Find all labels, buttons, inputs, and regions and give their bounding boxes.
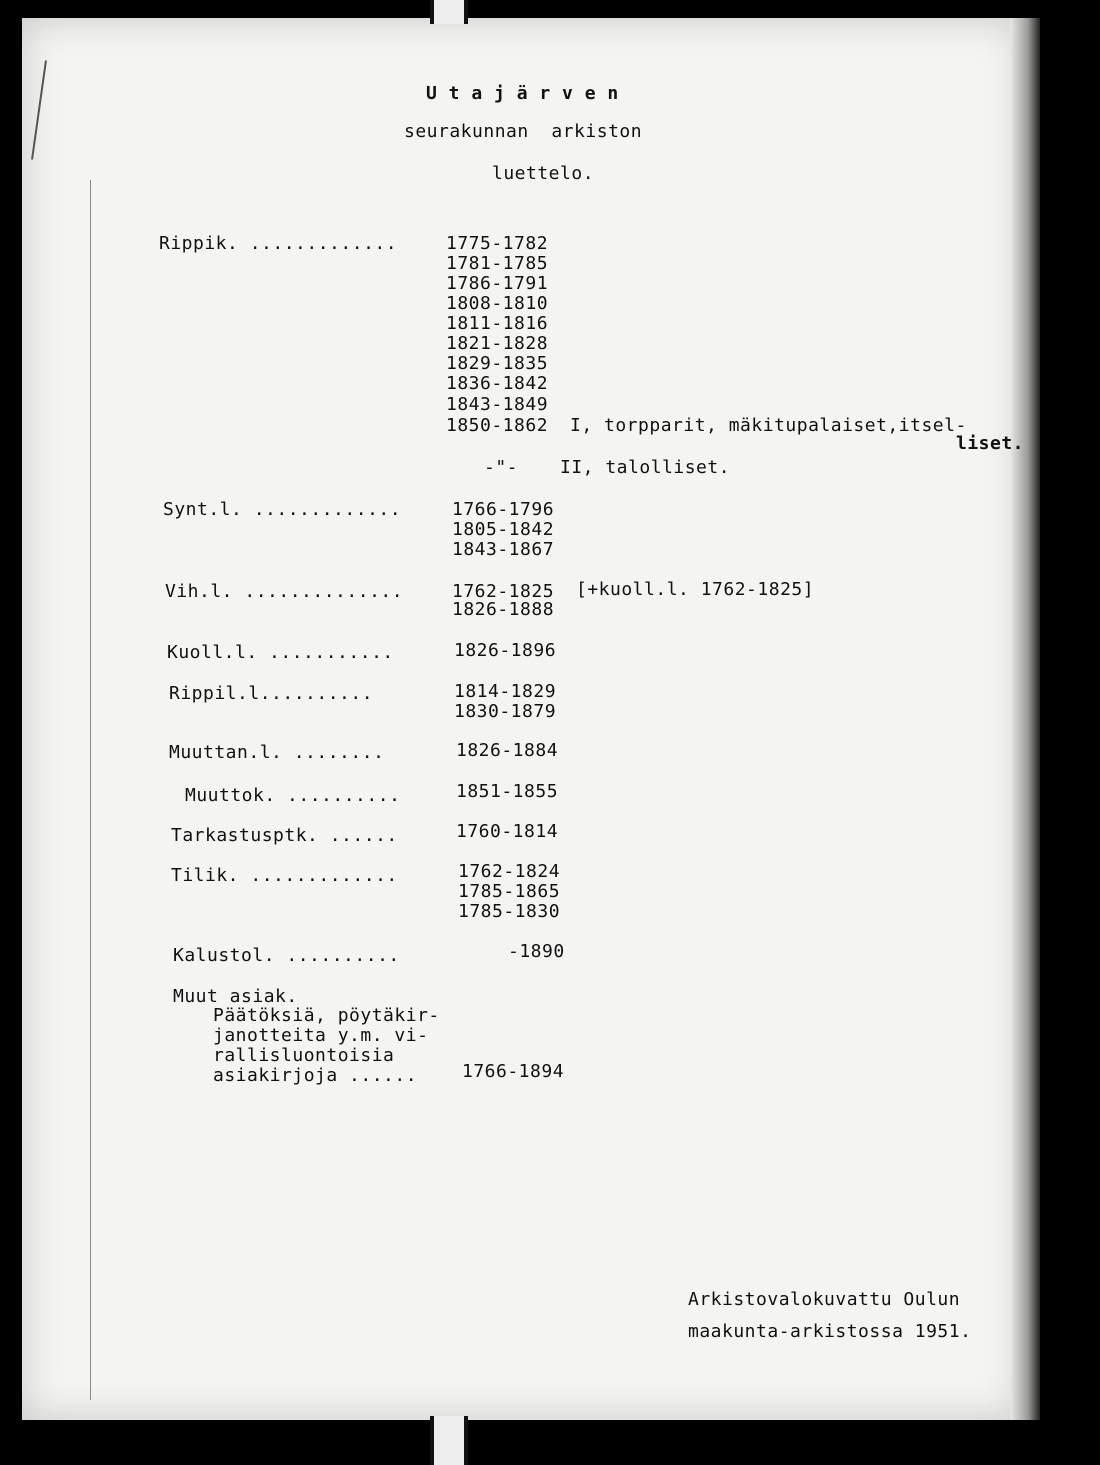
vih-note: [+kuoll.l. 1762-1825] — [576, 579, 815, 600]
year-range: 1766-1894 — [462, 1061, 565, 1082]
label-rippik: Rippik. ............. — [159, 233, 409, 254]
year-range: 1775-1782 — [446, 233, 549, 254]
binding-clip-bottom — [430, 1416, 468, 1465]
year-range: 1785-1865 — [458, 881, 561, 902]
label-rippil: Rippil.l.......... — [169, 683, 385, 704]
label-vih: Vih.l. .............. — [165, 581, 404, 602]
binding-clip-top — [430, 0, 468, 24]
year-range: 1826-1884 — [456, 740, 559, 761]
year-range: 1814-1829 — [454, 681, 557, 702]
scan-line — [90, 180, 91, 1400]
year-range: 1808-1810 — [446, 293, 549, 314]
title-line1: U t a j ä r v e n — [426, 83, 619, 104]
year-range: 1760-1814 — [456, 821, 559, 842]
year-range: 1843-1849 — [446, 394, 549, 415]
page-edge — [1010, 18, 1040, 1420]
year-range: 1781-1785 — [446, 253, 549, 274]
year-range: 1830-1879 — [454, 701, 557, 722]
muut-line: janotteita y.m. vi- — [213, 1025, 429, 1046]
rippik-note-2: II, talolliset. — [560, 457, 731, 478]
label-tilik: Tilik. ............. — [171, 865, 410, 886]
year-range: 1843-1867 — [452, 539, 555, 560]
year-range: -1890 — [508, 941, 565, 962]
muut-line: asiakirjoja ...... — [213, 1065, 418, 1086]
year-range: 1836-1842 — [446, 373, 549, 394]
label-kalustol: Kalustol. .......... — [173, 945, 400, 966]
title-line2: seurakunnan arkiston — [404, 121, 643, 142]
year-range: 1785-1830 — [458, 901, 561, 922]
year-range: 1851-1855 — [456, 781, 559, 802]
title-line3: luettelo. — [492, 163, 595, 184]
year-range: 1805-1842 — [452, 519, 555, 540]
year-range: 1826-1896 — [454, 640, 557, 661]
year-range: 1821-1828 — [446, 333, 549, 354]
rippik-note-1-cont: liset. — [956, 433, 1025, 454]
year-range: 1850-1862 — [446, 415, 549, 436]
year-range: 1786-1791 — [446, 273, 549, 294]
label-tarkastusptk: Tarkastusptk. ...... — [171, 825, 410, 846]
year-range: 1762-1824 — [458, 861, 561, 882]
muut-line: rallisluontoisia — [213, 1045, 395, 1066]
label-muut-asiak: Muut asiak. — [173, 986, 298, 1007]
muut-line: Päätöksiä, pöytäkir- — [213, 1005, 440, 1026]
ditto-mark: -"- — [484, 457, 519, 478]
label-muuttok: Muuttok. .......... — [185, 785, 412, 806]
year-range: 1766-1796 — [452, 499, 555, 520]
year-range: 1826-1888 — [452, 599, 555, 620]
year-range: 1811-1816 — [446, 313, 549, 334]
rippik-note-1: I, torpparit, mäkitupalaiset,itsel- — [570, 415, 967, 436]
label-muuttan: Muuttan.l. ........ — [169, 742, 396, 763]
archive-stamp-line1: Arkistovalokuvattu Oulun — [688, 1289, 961, 1310]
archive-stamp-line2: maakunta-arkistossa 1951. — [688, 1321, 972, 1342]
label-kuoll: Kuoll.l. ........... — [167, 642, 406, 663]
year-range: 1762-1825 — [452, 581, 555, 602]
year-range: 1829-1835 — [446, 353, 549, 374]
label-synt: Synt.l. ............. — [163, 499, 413, 520]
